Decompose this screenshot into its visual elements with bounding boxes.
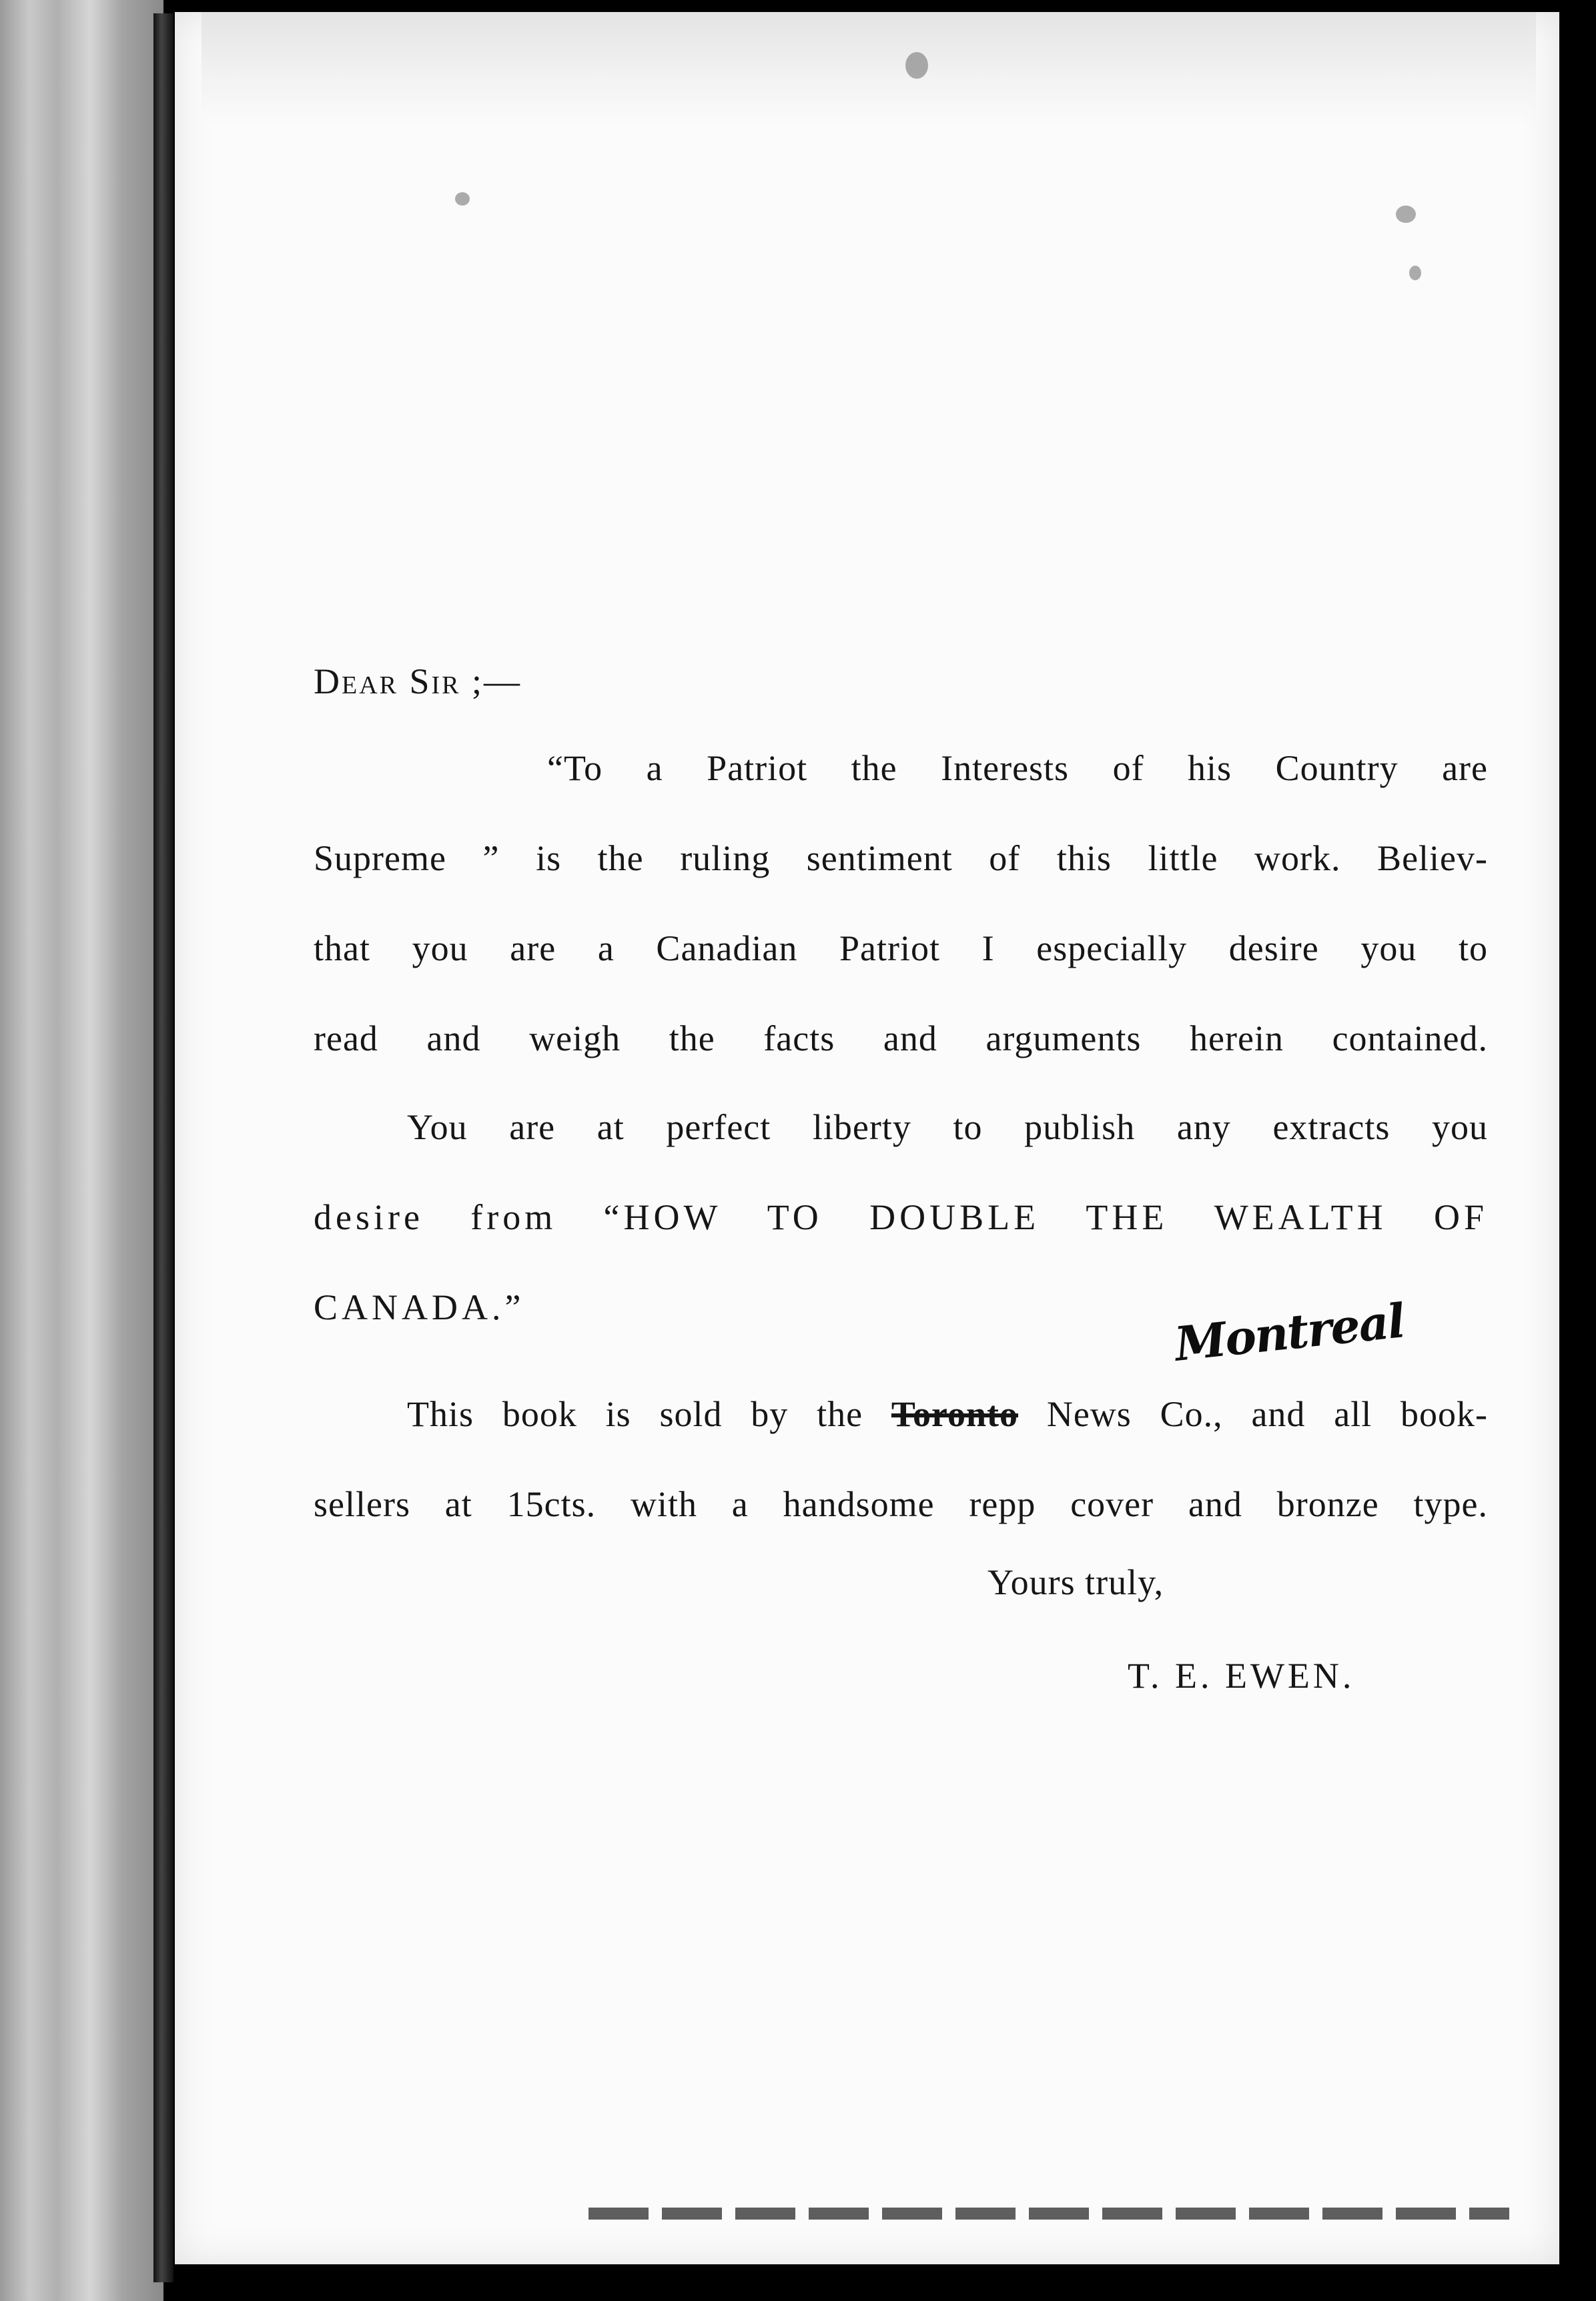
letter-line: sellers at 15cts. with a handsome repp cover and bronze type. bbox=[314, 1484, 1488, 1524]
struck-out-city: Toronto bbox=[891, 1394, 1018, 1434]
ink-speck bbox=[455, 192, 470, 206]
book-spine bbox=[0, 0, 163, 2301]
letter-line: desire from “HOW TO DOUBLE THE WEALTH OF bbox=[314, 1197, 1488, 1237]
letter-line: read and weigh the facts and arguments herein contained. bbox=[314, 1018, 1488, 1058]
binding-edge bbox=[153, 13, 173, 2282]
sold-by-text: This book is sold by the bbox=[407, 1394, 863, 1434]
letter-line: that you are a Canadian Patriot I especially desire you to bbox=[314, 928, 1488, 968]
news-co-text: News Co., and all book- bbox=[1046, 1394, 1489, 1434]
ink-speck bbox=[905, 52, 928, 79]
ink-speck bbox=[1409, 266, 1421, 280]
page-stain bbox=[202, 12, 1536, 125]
closing: Yours truly, bbox=[987, 1562, 1164, 1602]
letter-line bbox=[407, 1393, 1488, 1435]
ink-speck bbox=[1396, 206, 1416, 223]
letter-line: Supreme ” is the ruling sentiment of this little work. Believ- bbox=[314, 838, 1488, 878]
letter-line: You are at perfect liberty to publish any extracts you bbox=[407, 1107, 1488, 1147]
letter-line: CANADA.” bbox=[314, 1287, 525, 1327]
letter-line: “To a Patriot the Interests of his Country are bbox=[547, 748, 1488, 788]
salutation: Dear Sir ;— bbox=[314, 661, 522, 701]
page-bottom-edge bbox=[588, 2208, 1509, 2220]
handwritten-correction: Montreal bbox=[1172, 1293, 1407, 1372]
signature: T. E. EWEN. bbox=[1128, 1656, 1355, 1696]
